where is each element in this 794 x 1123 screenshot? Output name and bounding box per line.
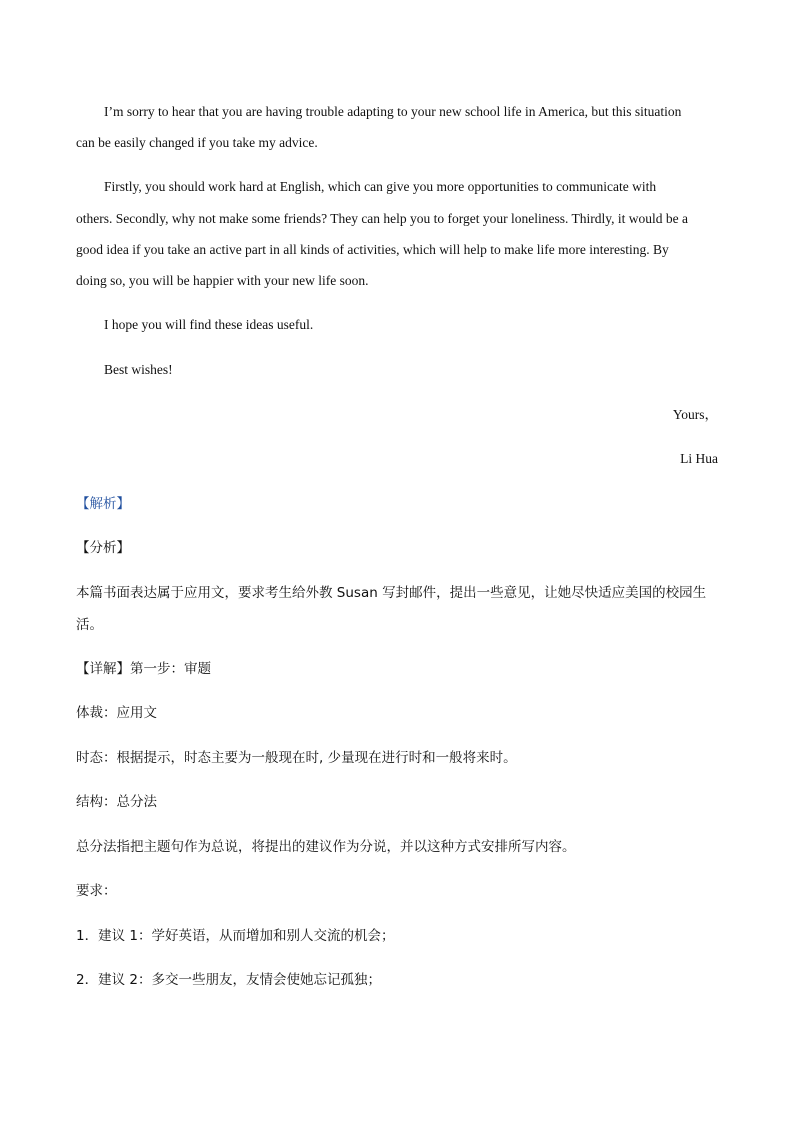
analysis-intro-line1: 本篇书面表达属于应用文，要求考生给外教 Susan 写封邮件，提出一些意见，让她尽快适应美国的校园生 bbox=[76, 585, 707, 601]
letter-closing: Best wishes! bbox=[104, 362, 173, 377]
requirement-item-1: 1．建议 1：学好英语，从而增加和别人交流的机会； bbox=[76, 928, 395, 944]
structure-desc-line: 总分法指把主题句作为总说，将提出的建议作为分说，并以这种方式安排所写内容。 bbox=[76, 839, 576, 855]
genre-line: 体裁：应用文 bbox=[76, 705, 157, 721]
letter-p1-line1: I’m sorry to hear that you are having trouble adapting to your new school life in America, but this situation bbox=[104, 104, 682, 119]
letter-p2-line3: good idea if you take an active part in all kinds of activities, which will help to make life more interesting. By bbox=[76, 242, 669, 257]
detail-heading: 【详解】第一步：审题 bbox=[76, 661, 211, 677]
requirement-item-2: 2．建议 2：多交一些朋友，友情会使她忘记孤独； bbox=[76, 972, 381, 988]
tense-line: 时态：根据提示，时态主要为一般现在时, 少量现在进行时和一般将来时。 bbox=[76, 750, 517, 766]
letter-signoff: Yours， bbox=[672, 407, 718, 422]
letter-p1-line2: can be easily changed if you take my advice. bbox=[76, 135, 318, 150]
letter-p3: I hope you will find these ideas useful. bbox=[104, 317, 314, 332]
requirements-label: 要求： bbox=[76, 883, 117, 899]
letter-p2-line1: Firstly, you should work hard at English, which can give you more opportunities to communicate with bbox=[104, 179, 657, 194]
analysis-intro-line2: 活。 bbox=[76, 617, 103, 633]
structure-line: 结构：总分法 bbox=[76, 794, 157, 810]
analysis-subheading: 【分析】 bbox=[76, 540, 130, 556]
letter-signature: Li Hua bbox=[680, 451, 718, 466]
analysis-heading: 【解析】 bbox=[76, 496, 130, 512]
letter-p2-line2: others. Secondly, why not make some friends? They can help you to forget your loneliness. Thirdly, it would be a bbox=[76, 211, 689, 226]
letter-p2-line4: doing so, you will be happier with your new life soon. bbox=[76, 273, 369, 288]
